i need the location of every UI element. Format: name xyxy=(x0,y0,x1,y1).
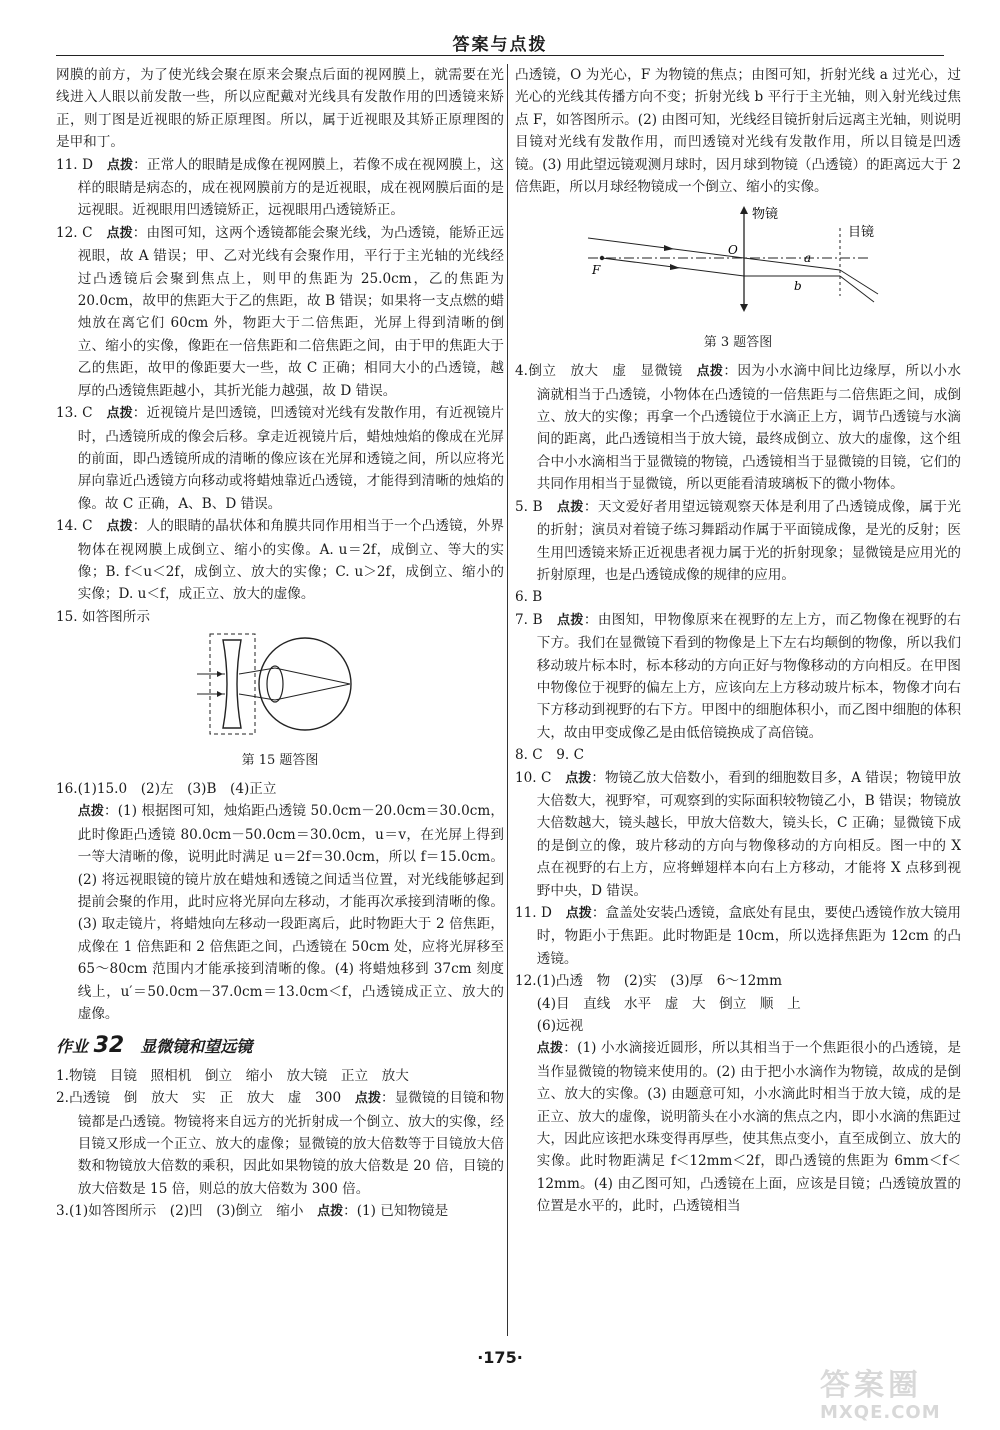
answer-r4: 4.倒立 放大 虚 显微镜 点拨：因为小水滴中间比边缘厚，所以小水滴就相当于凸透镜，小物体在凸透镜的一倍焦距与二倍焦距之间，成倒立、放大的实像；再拿一个凸透镜位于水滴正上方，调节凸透镜与水滴间的距离，此凸透镜相当于放大镜，最终成倒立、放大的虚像，这个组合中小水滴相当于显微镜的物镜，凸透镜相当于显微镜的目镜，它们的共同作用相当于显微镜，所以更能看清玻璃板下的微小物体。 xyxy=(515,363,962,493)
column-divider xyxy=(507,64,508,1336)
ray-a-refracted xyxy=(744,258,840,270)
ray-b-label: b xyxy=(794,279,802,294)
answer-16-explanation: 点拨：(1) 根据图可知，烛焰距凸透镜 50.0cm－20.0cm＝30.0cm，此时像距凸透镜 80.0cm－50.0cm＝30.0cm，u＝v，在光屏上得到一等大清晰的像，说明此时满足 u＝2f＝30.0cm，所以 f＝15.0cm。(2) 将远视眼镜的镜片放在蜡烛和透镜之间适当位置，对光线能够起到提前会聚的作用，此时应将光屏向左移动，才能再次承接到清晰的像。(3) 取走镜片，将蜡烛向左移动一段距离后，此时物距大于 2 倍焦距，成像在 1 倍焦距和 2 倍焦距之间，凸透镜在 50cm 处，应将光屏移至 65～80cm 范围内才能承接到清晰的像。(4) 将蜡烛移到 37cm 刻度线上，u′＝50.0cm－37.0cm＝13.0cm＜f，凸透镜成正立、放大的虚像。 xyxy=(77,803,505,1023)
concave-lens xyxy=(223,640,241,728)
refracted-ray-upper xyxy=(275,668,350,684)
page-number: ·175· xyxy=(477,1348,523,1367)
figure-15-caption: 第 15 题答图 xyxy=(241,752,319,768)
left-column xyxy=(56,64,504,1224)
header-title: 答案与点拨 xyxy=(452,35,548,55)
answer-r12-explanation: 点拨：(1) 小水滴接近圆形，所以其相当于一个焦距很小的凸透镜，是当作显微镜的物镜来使用的。(2) 由于把小水滴作为物镜，故成的是倒立、放大的实像。(3) 由题意可知，小水滴此时相当于放大镜，成的是正立、放大的虚像，说明箭头在小水滴的焦点之内，即小水滴的焦距过大，因此应该把水珠变得再厚些，使其焦点变小，直至成倒立、放大的实像。此时物距满足 f＜12mm＜2f，即凸透镜的焦距为 6mm＜f＜12mm。(4) 由乙图可知，凸透镜在上面，应该是目镜；凸透镜放置的位置是水平的，此时，凸透镜相当 xyxy=(536,1040,961,1215)
ray-b-arrow xyxy=(670,264,680,270)
eye-crystalline-lens xyxy=(267,666,283,702)
watermark-text: 答案圈 xyxy=(820,1368,922,1403)
section-answer-1: 1.物镜 目镜 照相机 倒立 缩小 放大镜 正立 放大 xyxy=(56,1067,409,1084)
eye-lens-diagram xyxy=(195,632,365,740)
eyeball xyxy=(259,638,351,730)
answer-r8-9: 8. C 9. C xyxy=(515,747,584,764)
ray-b-diverged xyxy=(840,276,874,302)
eyepiece-label: 目镜 xyxy=(848,225,875,241)
answer-16: 16.(1)15.0 (2)左 (3)B (4)正立 xyxy=(56,780,277,797)
answer-r5: 5. B 点拨：天文爱好者用望远镜观察天体是利用了凸透镜成像，属于光的折射；演员对着镜子练习舞蹈动作属于平面镜成像，是光的反射；医生用凹透镜来矫正近视患者视力属于光的折射现象；显微镜是应用光的折射原理，也是凸透镜成像的规律的应用。 xyxy=(515,498,961,583)
answer-r12: 12.(1)凸透 物 (2)实 (3)厚 6～12mm xyxy=(515,973,783,990)
figure-15 xyxy=(56,632,504,747)
ray-arrow-upper xyxy=(217,671,223,677)
answer-r12-line2: (4)目 直线 水平 虚 大 倒立 顺 上 xyxy=(536,995,801,1012)
telescope-diagram xyxy=(578,202,898,322)
objective-arrow-top xyxy=(740,206,748,214)
answer-13: 13. C 点拨：近视镜片是凹透镜，凹透镜对光线有发散作用，有近视镜片时，凸透镜所成的像会后移。拿走近视镜片后，蜡烛烛焰的像成在光屏的前面，即凸透镜所成的清晰的像应该在光屏和透镜之间，所以应将光屏向靠近凸透镜方向移动或将蜡烛靠近凸透镜，才能得到清晰的烛焰的像。故 C 正确，A、B、D 错误。 xyxy=(56,405,505,512)
objective-arrow-bottom xyxy=(740,304,748,312)
answer-r10: 10. C 点拨：物镜乙放大倍数小，看到的细胞数目多，A 错误；物镜甲放大倍数大，视野窄，可观察到的实际面积较物镜乙小，B 错误；物镜放大倍数越大，镜头越长，甲放大倍数大，镜头长，C 正确；显微镜下成的是倒立的像，玻片移动的方向与物像移动的方向相反。图一中的 X 点在视野的右上方，应将蝉翅样本向右上方移动，才能将 X 点移到视野中央，D 错误。 xyxy=(515,769,962,899)
answer-15: 15. 如答图所示 xyxy=(56,608,150,625)
answer-r11: 11. D 点拨：盒盖处安装凸透镜，盒底处有昆虫，要使凸透镜作放大镜用时，物距小于焦距。此时物距是 10cm，所以选择焦距为 12cm 的凸透镜。 xyxy=(515,905,962,967)
page-header xyxy=(0,0,1000,62)
answer-r6: 6. B xyxy=(515,589,543,606)
answer-12: 12. C 点拨：由图可知，这两个透镜都能会聚光线，为凸透镜，能矫正远视眼，故 A 错误；甲、乙对光线有会聚作用，平行于主光轴的光线经过凸透镜后会聚到焦点上，则甲的焦距为 25.0cm，乙的焦距为 20.0cm，故甲的焦距大于乙的焦距，故 B 错误；如果将一支点燃的蜡烛放在离它们 60cm 外，物距大于二倍焦距，光屏上得到清晰的倒立、缩小的实像，像距在一倍焦距和二倍焦距之间，由于甲的焦距大于乙的焦距，故甲的像距要大一些，故 C 正确；相同大小的凸透镜，越厚的凸透镜焦距越小，其折光能力越强，故 D 错误。 xyxy=(56,224,505,399)
focal-point-label: F xyxy=(592,263,601,278)
section-answer-3: 3.(1)如答图所示 (2)凹 (3)倒立 缩小 点拨：(1) 已知物镜是 xyxy=(56,1203,449,1220)
optical-center-label: O xyxy=(728,243,738,258)
section-title: 作业 32 显微镜和望远镜 xyxy=(56,1033,253,1059)
figure-3 xyxy=(515,202,961,329)
watermark-url: MXQE.COM xyxy=(820,1402,941,1423)
ray-a-arrow xyxy=(664,245,674,251)
watermark xyxy=(820,1370,990,1426)
objective-label: 物镜 xyxy=(752,207,779,223)
ray-a-label: a xyxy=(804,251,812,266)
ray-arrow-lower xyxy=(217,691,223,697)
header-rule xyxy=(56,55,944,56)
answer-r12-line3: (6)远视 xyxy=(536,1018,584,1035)
answer-11: 11. D 点拨：正常人的眼睛是成像在视网膜上，若像不成在视网膜上，这样的眼睛是病态的，成在视网膜前方的是近视眼，成在视网膜后面的是远视眼。近视眼用凹透镜矫正，远视眼用凸透镜矫正。 xyxy=(56,156,504,219)
answer-r7: 7. B 点拨：由图知，甲物像原来在视野的左上方，而乙物像在视野的右下方。我们在显微镜下看到的物像是上下左右均颠倒的物像，所以我们移动玻片标本时，标本移动的方向正好与物像移动的方向相反。在甲图中物像位于视野的偏左上方，应该向左上方移动玻片标本，物像才向右下方移动到视野的右下方。甲图中的细胞体积小，而乙图中细胞的体积大，故由甲变成像乙是由低倍镜换成了高倍镜。 xyxy=(515,611,961,741)
section-answer-2: 2.凸透镜 倒 放大 实 正 放大 虚 300 点拨：显微镜的目镜和物镜都是凸透镜。物镜将来自远方的光折射成一个倒立、放大的实像，经目镜又形成一个正立、放大的虚像；显微镜的放大倍数等于目镜放大倍数和物镜放大倍数的乘积，因此如果物镜的放大倍数是 20 倍，目镜的放大倍数是 15 倍，则总的放大倍数为 300 倍。 xyxy=(56,1090,504,1197)
continued-paragraph: 网膜的前方，为了使光线会聚在原来会聚点后面的视网膜上，就需要在光线进入人眼以前发散一些，所以应配戴对光线具有发散作用的凹透镜来矫正，则丁图是近视眼的矫正原理图。所以，属于近视眼及其矫正原理图的是甲和丁。 xyxy=(56,67,504,151)
refracted-ray-lower xyxy=(275,684,350,700)
right-column xyxy=(515,64,961,1218)
figure-3-caption: 第 3 题答图 xyxy=(703,334,773,350)
continued-paragraph-right: 凸透镜，O 为光心，F 为物镜的焦点；由图可知，折射光线 a 过光心，过光心的光线其传播方向不变；折射光线 b 平行于主光轴，则入射光线过焦点 F，如答图所示。(2) 由图可知，光线经目镜折射后远离主光轴，则说明目镜对光线有发散作用，而凹透镜对光线有发散作用，所以目镜是凹透镜。(3) 用此望远镜观测月球时，因月球到物镜（凸透镜）的距离远大于 2 倍焦距，所以月球经物镜成一个倒立、缩小的实像。 xyxy=(515,67,961,196)
answer-14: 14. C 点拨：人的眼睛的晶状体和角膜共同作用相当于一个凸透镜，外界物体在视网膜上成倒立、缩小的实像。A. u＝2f，成倒立、等大的实像；B. f＜u＜2f，成倒立、放大的实像；C. u＞2f，成倒立、缩小的实像；D. u＜f，成正立、放大的虚像。 xyxy=(56,518,505,603)
